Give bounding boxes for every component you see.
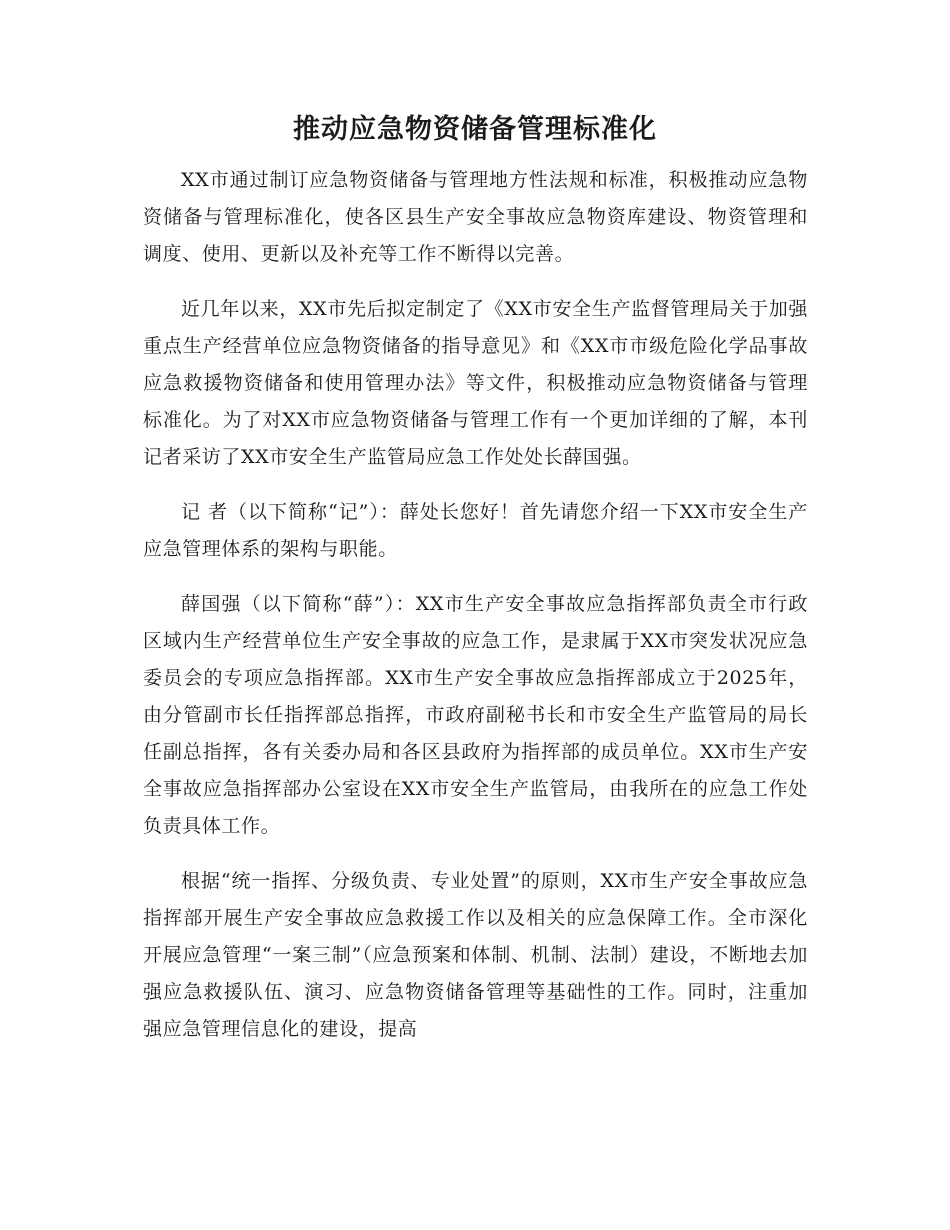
paragraph-intro: XX市通过制订应急物资储备与管理地方性法规和标准，积极推动应急物资储备与管理标准化，使各区县生产安全事故应急物资库建设、物资管理和调度、使用、更新以及补充等工作不断得以完善。 xyxy=(143,169,808,265)
paragraph-answer: 薛国强（以下简称“薛”）：XX市生产安全事故应急指挥部负责全市行政区域内生产经营单位生产安全事故的应急工作，是隶属于XX市突发状况应急委员会的专项应急指挥部。XX市生产安全事故应急指挥部成立于2025年，由分管副市长任指挥部总指挥，市政府副秘书长和市安全生产监管局的局长任副总指挥，各有关委办局和各区县政府为指挥部的成员单位。XX市生产安全事故应急指挥部办公室设在XX市安全生产监管局，由我所在的应急工作处负责具体工作。 xyxy=(143,593,808,837)
paragraph-question: 记 者（以下简称“记”）：薛处长您好！首先请您介绍一下XX市安全生产应急管理体系的架构与职能。 xyxy=(143,501,808,560)
document-body xyxy=(143,162,808,1066)
document-title: 推动应急物资储备管理标准化 xyxy=(293,114,657,145)
paragraph-principles: 根据“统一指挥、分级负责、专业处置”的原则，XX市生产安全事故应急指挥部开展生产安全事故应急救援工作以及相关的应急保障工作。全市深化开展应急管理“一案三制”（应急预案和体制、机制、法制）建设，不断地去加强应急救援队伍、演习、应急物资储备管理等基础性的工作。同时，注重加强应急管理信息化的建设，提高 xyxy=(143,870,808,1040)
paragraph-background: 近几年以来，XX市先后拟定制定了《XX市安全生产监督管理局关于加强重点生产经营单位应急物资储备的指导意见》和《XX市市级危险化学品事故应急救援物资储备和使用管理办法》等文件，积极推动应急物资储备与管理标准化。为了对XX市应急物资储备与管理工作有一个更加详细的了解，本刊记者采访了XX市安全生产监管局应急工作处处长薛国强。 xyxy=(143,298,808,468)
